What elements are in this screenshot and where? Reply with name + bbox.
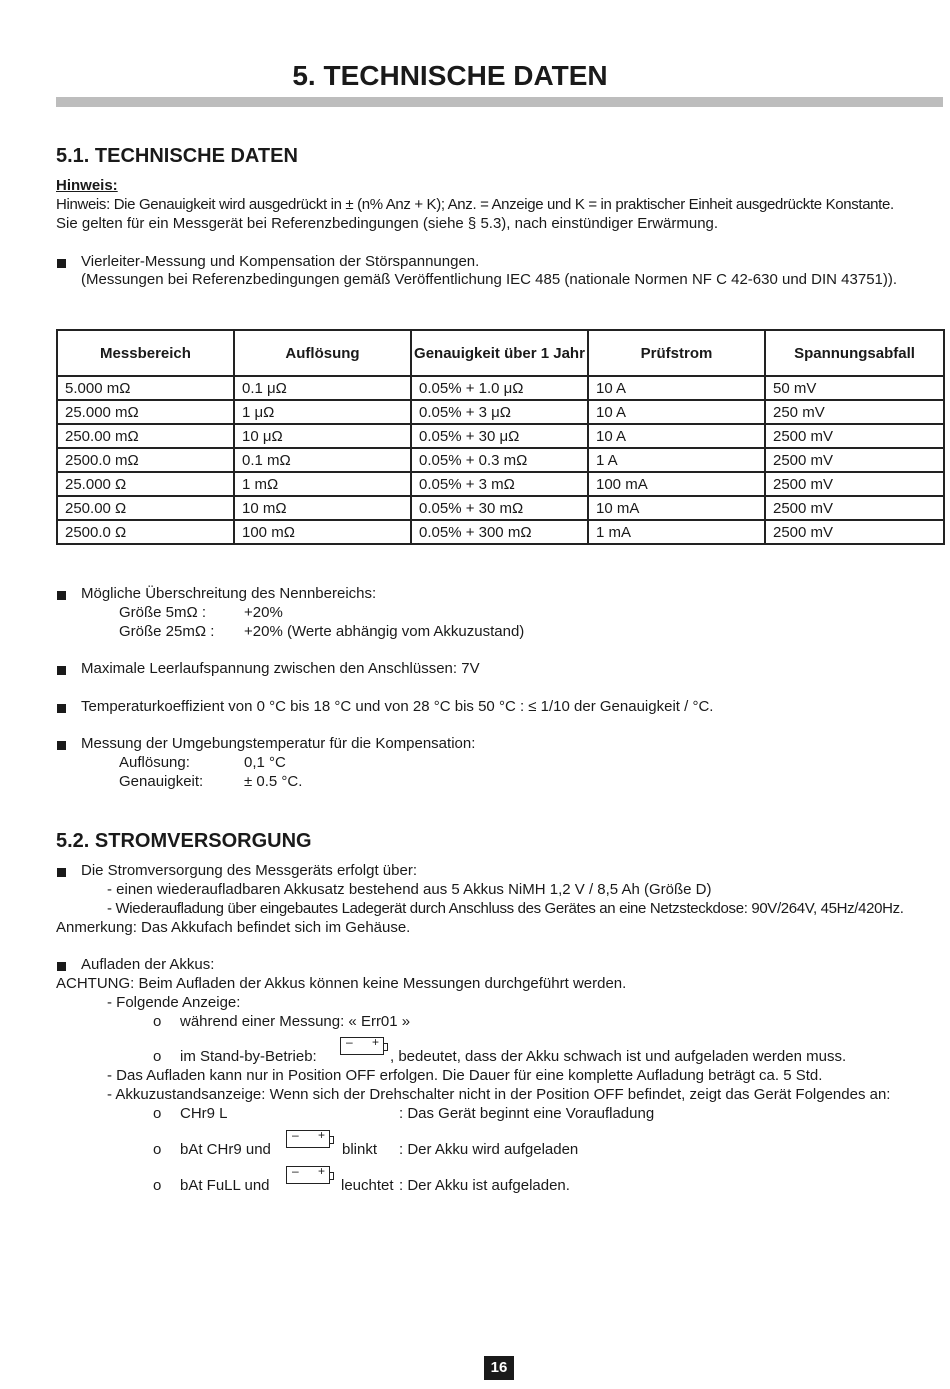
table-cell: 2500 mV — [765, 496, 944, 520]
table-header-row — [57, 330, 944, 376]
table-cell: 2500 mV — [765, 520, 944, 544]
table-cell: 2500.0 mΩ — [57, 448, 234, 472]
list-marker: o — [153, 1141, 162, 1158]
table-cell: 0.1 μΩ — [234, 376, 411, 400]
table-row — [57, 400, 944, 424]
supply-recharging: - Wiederaufladung über eingebautes Ladegerät durch Anschluss des Gerätes an eine Netzsteckdose: 90V/264V, 45Hz/420Hz. — [107, 900, 904, 917]
table-cell: 0.05% + 3 μΩ — [411, 400, 588, 424]
page-number: 16 — [484, 1356, 514, 1380]
status-full-code: bAt FuLL und — [180, 1177, 270, 1194]
battery-full-icon: – + — [286, 1166, 330, 1184]
table-cell: 1 mΩ — [234, 472, 411, 496]
list-marker: o — [153, 1105, 162, 1122]
table-row — [57, 472, 944, 496]
table-cell: 100 mA — [588, 472, 765, 496]
bullet-square-icon — [57, 962, 66, 971]
table-cell: 10 mΩ — [234, 496, 411, 520]
list-marker: o — [153, 1177, 162, 1194]
ambient-accuracy-value: ± 0.5 °C. — [244, 773, 303, 790]
table-cell: 10 A — [588, 376, 765, 400]
table-row — [57, 376, 944, 400]
status-display-intro: - Akkuzustandsanzeige: Wenn sich der Drehschalter nicht in der Position OFF befindet, zeigt das Gerät Folgendes an: — [107, 1086, 891, 1103]
charging-warning: ACHTUNG: Beim Aufladen der Akkus können keine Messungen durchgeführt werden. — [56, 975, 627, 992]
status-charging-blinks: blinkt — [342, 1141, 378, 1158]
table-cell: 1 mA — [588, 520, 765, 544]
ambient-resolution-value: 0,1 °C — [244, 754, 286, 771]
col-header-range: Messbereich — [57, 330, 234, 376]
table-cell: 2500 mV — [765, 448, 944, 472]
page-title: 5. TECHNISCHE DATEN — [292, 60, 608, 91]
display-standby: im Stand-by-Betrieb: — [180, 1048, 317, 1065]
table-cell: 250.00 mΩ — [57, 424, 234, 448]
table-cell: 0.1 mΩ — [234, 448, 411, 472]
overrange-size-5-label: Größe 5mΩ : — [119, 604, 207, 621]
table-cell: 10 A — [588, 424, 765, 448]
display-during-measurement: während einer Messung: « Err01 » — [180, 1013, 411, 1030]
status-full-meaning: : Der Akku ist aufgeladen. — [399, 1177, 570, 1194]
table-cell: 25.000 Ω — [57, 472, 234, 496]
title-divider-bar — [56, 97, 943, 107]
bullet-four-wire: Vierleiter-Messung und Kompensation der Störspannungen. — [81, 253, 480, 270]
col-header-accuracy: Genauigkeit über 1 Jahr — [411, 330, 588, 376]
table-cell: 0.05% + 3 mΩ — [411, 472, 588, 496]
table-cell: 10 μΩ — [234, 424, 411, 448]
specs-table — [56, 329, 945, 545]
table-cell: 0.05% + 30 μΩ — [411, 424, 588, 448]
table-row — [57, 424, 944, 448]
ambient-accuracy-label: Genauigkeit: — [119, 773, 204, 790]
list-marker: o — [153, 1048, 162, 1065]
overrange-size-25-label: Größe 25mΩ : — [119, 623, 215, 640]
table-cell: 1 A — [588, 448, 765, 472]
bullet-square-icon — [57, 704, 66, 713]
bullet-square-icon — [57, 591, 66, 600]
table-cell: 100 mΩ — [234, 520, 411, 544]
table-cell: 50 mV — [765, 376, 944, 400]
display-intro: - Folgende Anzeige: — [107, 994, 241, 1011]
table-cell: 0.05% + 300 mΩ — [411, 520, 588, 544]
battery-low-icon: – + — [340, 1037, 384, 1055]
table-cell: 2500 mV — [765, 424, 944, 448]
bullet-square-icon — [57, 868, 66, 877]
table-cell: 2500.0 Ω — [57, 520, 234, 544]
table-cell: 0.05% + 1.0 μΩ — [411, 376, 588, 400]
overrange-size-5-value: +20% — [244, 604, 283, 621]
supply-battery-pack: - einen wiederaufladbaren Akkusatz bestehend aus 5 Akkus NiMH 1,2 V / 8,5 Ah (Größe D) — [107, 881, 712, 898]
list-marker: o — [153, 1013, 162, 1030]
display-standby-meaning: , bedeutet, dass der Akku schwach ist und aufgeladen werden muss. — [390, 1048, 847, 1065]
bullet-square-icon — [57, 259, 66, 268]
table-cell: 250.00 Ω — [57, 496, 234, 520]
ambient-temp-label: Messung der Umgebungstemperatur für die Kompensation: — [81, 735, 476, 752]
note-line-2: Sie gelten für ein Messgerät bei Referenzbedingungen (siehe § 5.3), nach einstündiger Erwärmung. — [56, 215, 719, 232]
bullet-four-wire-detail: (Messungen bei Referenzbedingungen gemäß Veröffentlichung IEC 485 (nationale Normen NF C 42-630 und DIN 43751)). — [81, 271, 898, 288]
max-open-circuit-voltage: Maximale Leerlaufspannung zwischen den Anschlüssen: 7V — [81, 660, 480, 677]
supply-remark: Anmerkung: Das Akkufach befindet sich im Gehäuse. — [56, 919, 411, 936]
table-cell: 0.05% + 30 mΩ — [411, 496, 588, 520]
table-cell: 10 mA — [588, 496, 765, 520]
status-charging-meaning: : Der Akku wird aufgeladen — [399, 1141, 579, 1158]
charging-label: Aufladen der Akkus: — [81, 956, 215, 973]
section-5-2-heading: 5.2. STROMVERSORGUNG — [56, 830, 312, 852]
table-cell: 1 μΩ — [234, 400, 411, 424]
bullet-square-icon — [57, 741, 66, 750]
table-cell: 5.000 mΩ — [57, 376, 234, 400]
overrange-size-25-value: +20% (Werte abhängig vom Akkuzustand) — [244, 623, 525, 640]
table-cell: 250 mV — [765, 400, 944, 424]
table-row — [57, 520, 944, 544]
bullet-square-icon — [57, 666, 66, 675]
table-cell: 25.000 mΩ — [57, 400, 234, 424]
table-cell: 0.05% + 0.3 mΩ — [411, 448, 588, 472]
charging-off-only: - Das Aufladen kann nur in Position OFF erfolgen. Die Dauer für eine komplette Aufladung beträgt ca. 5 Std. — [107, 1067, 823, 1084]
status-precharge-meaning: : Das Gerät beginnt eine Voraufladung — [399, 1105, 655, 1122]
col-header-voltage-drop: Spannungsabfall — [765, 330, 944, 376]
table-row — [57, 448, 944, 472]
table-cell: 10 A — [588, 400, 765, 424]
table-row — [57, 496, 944, 520]
ambient-resolution-label: Auflösung: — [119, 754, 190, 771]
battery-charging-icon: – + — [286, 1130, 330, 1148]
supply-intro: Die Stromversorgung des Messgeräts erfolgt über: — [81, 862, 417, 879]
temperature-coefficient: Temperaturkoeffizient von 0 °C bis 18 °C und von 28 °C bis 50 °C : ≤ 1/10 der Genauigkeit / °C. — [81, 698, 714, 715]
status-full-lit: leuchtet — [341, 1177, 394, 1194]
section-5-1-heading: 5.1. TECHNISCHE DATEN — [56, 145, 298, 167]
note-line-1: Hinweis: Die Genauigkeit wird ausgedrückt in ± (n% Anz + K); Anz. = Anzeige und K = in praktischer Einheit ausgedrückte Konstante. — [56, 196, 894, 213]
col-header-test-current: Prüfstrom — [588, 330, 765, 376]
note-label: Hinweis: — [56, 177, 118, 194]
table-cell: 2500 mV — [765, 472, 944, 496]
overrange-label: Mögliche Überschreitung des Nennbereichs: — [81, 585, 377, 602]
col-header-resolution: Auflösung — [234, 330, 411, 376]
status-precharge-code: CHr9 L — [180, 1105, 228, 1122]
status-charging-code: bAt CHr9 und — [180, 1141, 271, 1158]
